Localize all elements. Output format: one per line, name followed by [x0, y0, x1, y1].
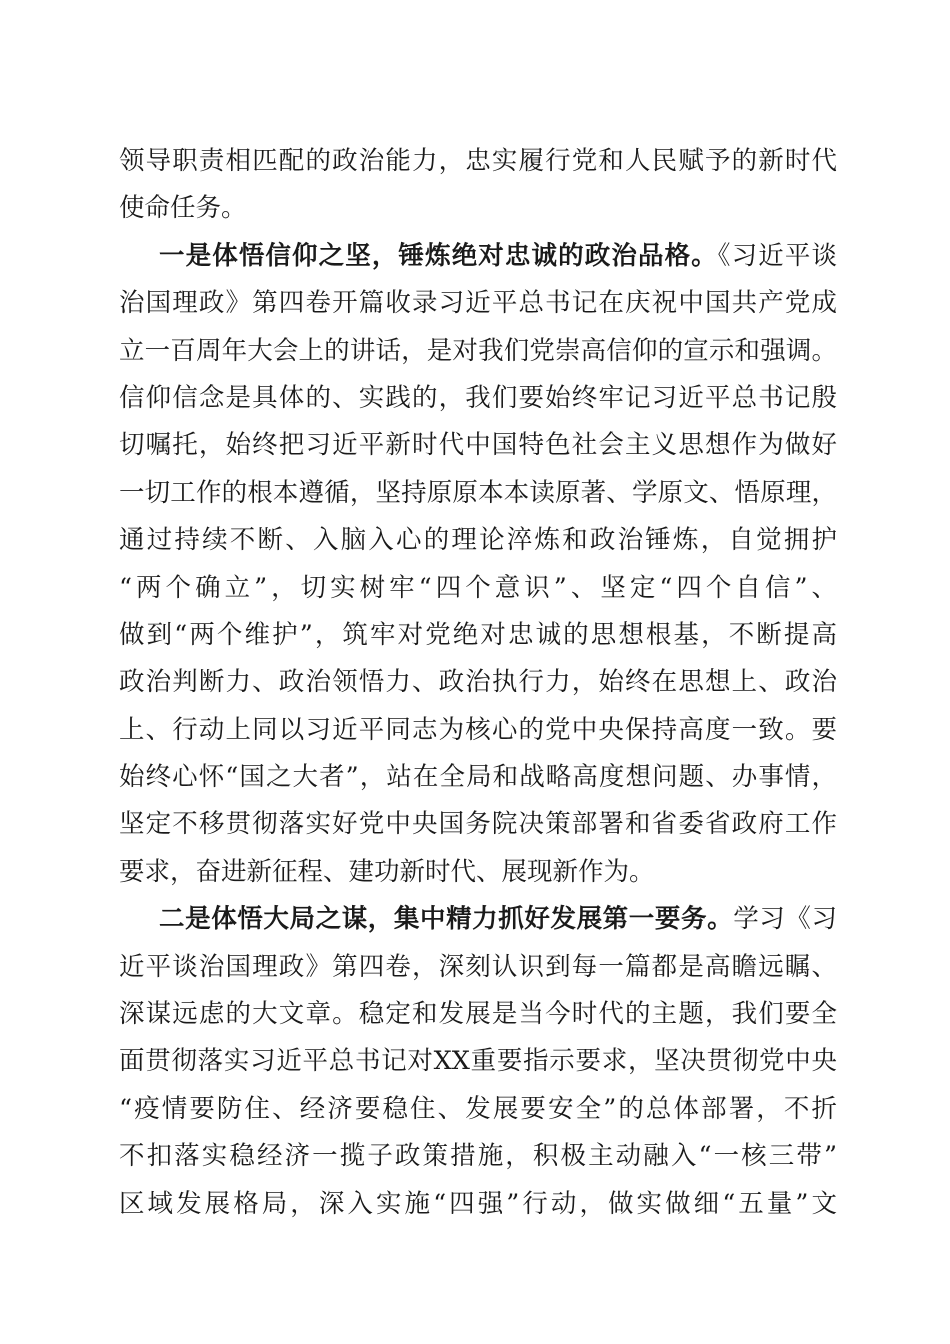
- body-text: [119, 138, 837, 1228]
- text-line: 政治判断力、政治领悟力、政治执行力，始终在思想上、政治: [119, 667, 837, 698]
- text-line: 治国理政》第四卷开篇收录习近平总书记在庆祝中国共产党成: [119, 288, 837, 319]
- text-line: 信仰信念是具体的、实践的，我们要始终牢记习近平总书记殷: [119, 382, 837, 413]
- section-2-heading: 二是体悟大局之谋，集中精力抓好发展第一要务。: [159, 904, 734, 935]
- text-line: 深谋远虑的大文章。稳定和发展是当今时代的主题，我们要全: [119, 999, 837, 1030]
- text-line: 坚定不移贯彻落实好党中央国务院决策部署和省委省政府工作: [119, 809, 837, 840]
- section-1-heading: 一是体悟信仰之坚，锤炼绝对忠诚的政治品格。: [159, 240, 718, 271]
- text-line: “疫情要防住、经济要稳住、发展要安全”的总体部署，不折: [119, 1093, 837, 1124]
- text-line: 始终心怀“国之大者”，站在全局和战略高度想问题、办事情，: [119, 762, 837, 793]
- text-line: 领导职责相匹配的政治能力，忠实履行党和人民赋予的新时代: [119, 146, 837, 176]
- text-line: 做到“两个维护”，筑牢对党绝对忠诚的思想根基，不断提高: [119, 619, 837, 650]
- text-line: 上、行动上同以习近平同志为核心的党中央保持高度一致。要: [119, 714, 837, 745]
- text-line: 区域发展格局，深入实施“四强”行动，做实做细“五量”文: [119, 1188, 837, 1219]
- text-line: 立一百周年大会上的讲话，是对我们党崇高信仰的宣示和强调。: [119, 335, 837, 366]
- text-line: 要求，奋进新征程、建功新时代、展现新作为。: [119, 856, 655, 887]
- text-line: 面贯彻落实习近平总书记对XX重要指示要求，坚决贯彻党中央: [119, 1046, 837, 1077]
- section-2-first-line: [119, 896, 837, 943]
- text-line: 通过持续不断、入脑入心的理论淬炼和政治锤炼，自觉拥护: [119, 525, 837, 556]
- text-line: “两个确立”，切实树牢“四个意识”、坚定“四个自信”、: [119, 572, 837, 603]
- text-line: 近平谈治国理政》第四卷，深刻认识到每一篇都是高瞻远瞩、: [119, 951, 837, 982]
- text-line: 使命任务。: [119, 193, 247, 224]
- text-line: 不扣落实稳经济一揽子政策措施，积极主动融入“一核三带”: [119, 1141, 837, 1172]
- section-1-first-line: [119, 233, 837, 280]
- text-run: 学习《习: [733, 904, 837, 935]
- text-run: 《习近平谈: [717, 240, 837, 271]
- text-line: 一切工作的根本遵循，坚持原原本本读原著、学原文、悟原理，: [119, 477, 837, 508]
- text-line: 切嘱托，始终把习近平新时代中国特色社会主义思想作为做好: [119, 430, 837, 461]
